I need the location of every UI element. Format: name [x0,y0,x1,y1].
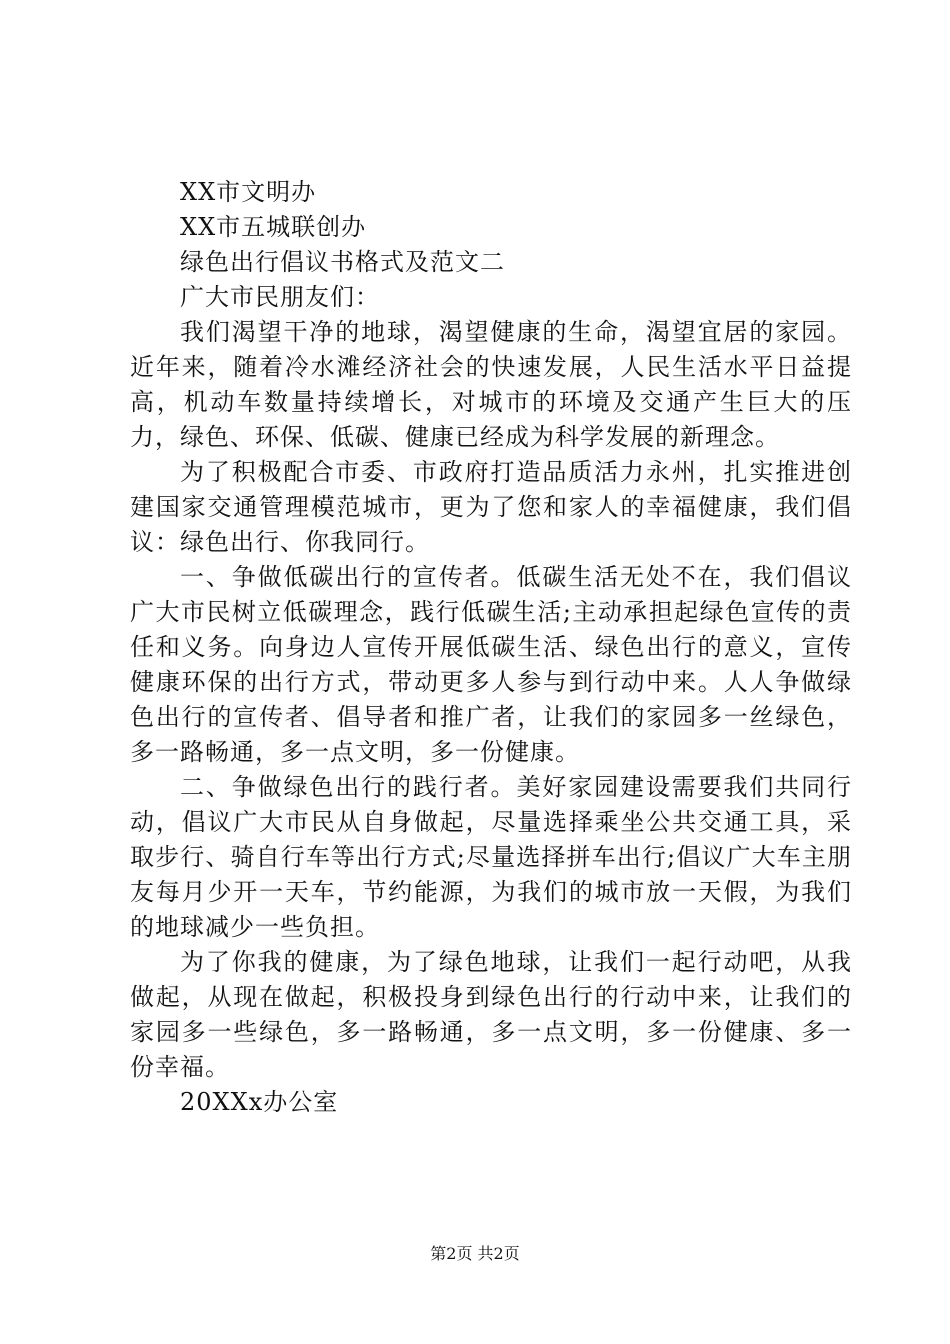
salutation: 广大市民朋友们： [180,283,380,311]
paragraph-4: 二、争做绿色出行的践行者。美好家园建设需要我们共同行动，倡议广大市民从自身做起，尽量选择乘坐公共交通工具，采取步行、骑自行车等出行方式;尽量选择拼车出行;倡议广大车主朋友每月少开一天车，节约能源，为我们的城市放一天假，为我们的地球减少一些负担。 [130,773,852,941]
page-number-footer: 第2页 共2页 [430,1244,520,1263]
document-body [130,175,852,1120]
closing-signature: 20XXx办公室 [180,1088,339,1116]
document-subtitle: 绿色出行倡议书格式及范文二 [180,248,505,276]
org-line-1: XX市文明办 [180,178,317,206]
org-line-2: XX市五城联创办 [180,213,367,241]
paragraph-5: 为了你我的健康，为了绿色地球，让我们一起行动吧，从我做起，从现在做起，积极投身到绿色出行的行动中来，让我们的家园多一些绿色，多一路畅通，多一点文明，多一份健康、多一份幸福。 [130,948,852,1081]
paragraph-3: 一、争做低碳出行的宣传者。低碳生活无处不在，我们倡议广大市民树立低碳理念，践行低碳生活;主动承担起绿色宣传的责任和义务。向身边人宣传开展低碳生活、绿色出行的意义，宣传健康环保的出行方式，带动更多人参与到行动中来。人人争做绿色出行的宣传者、倡导者和推广者，让我们的家园多一丝绿色，多一路畅通，多一点文明，多一份健康。 [130,563,852,766]
paragraph-1: 我们渴望干净的地球，渴望健康的生命，渴望宜居的家园。近年来，随着冷水滩经济社会的快速发展，人民生活水平日益提高，机动车数量持续增长，对城市的环境及交通产生巨大的压力，绿色、环保、低碳、健康已经成为科学发展的新理念。 [130,318,852,451]
paragraph-2: 为了积极配合市委、市政府打造品质活力永州，扎实推进创建国家交通管理模范城市，更为了您和家人的幸福健康，我们倡议：绿色出行、你我同行。 [130,458,852,556]
